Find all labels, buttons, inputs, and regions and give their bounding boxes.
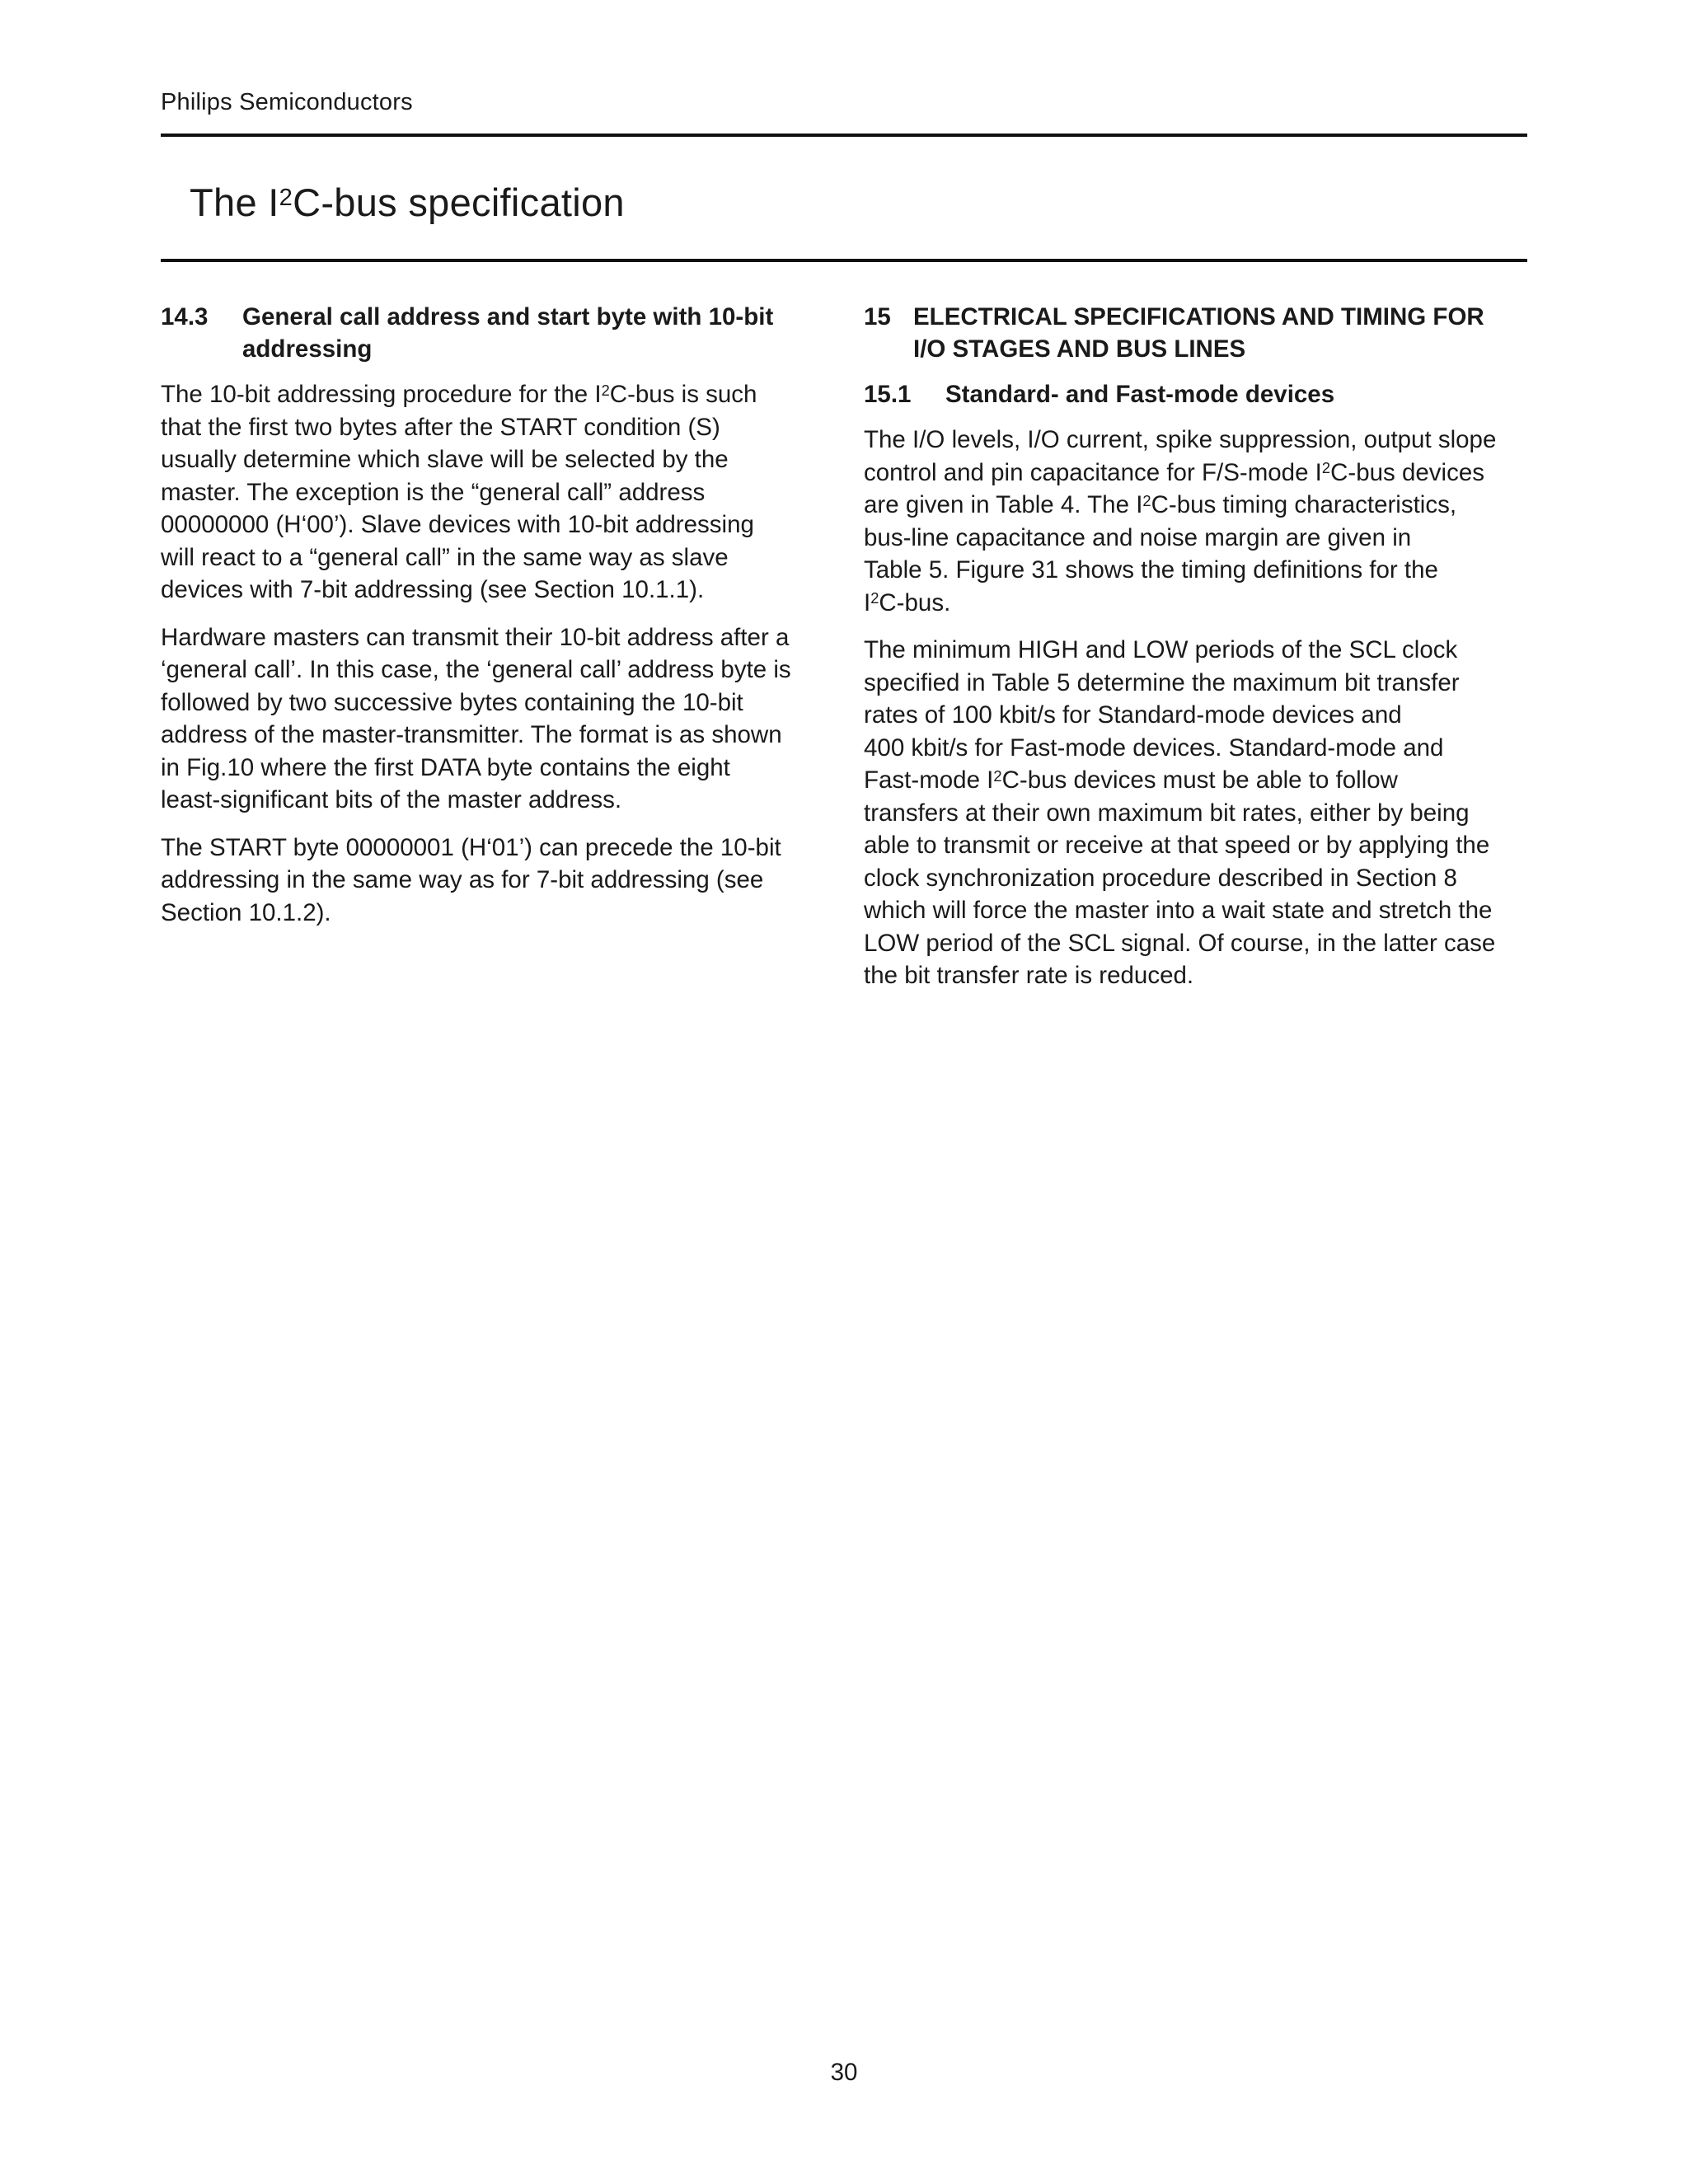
text-line: rates of 100 kbit/s for Standard-mode devices and	[864, 701, 1402, 729]
text-line: bus-line capacitance and noise margin are given in	[864, 523, 1412, 551]
paragraph	[161, 378, 820, 607]
text-line: followed by two successive bytes containing the 10-bit	[161, 688, 743, 716]
text-line: will react to a “general call” in the same way as slave	[161, 543, 729, 571]
left-column	[161, 301, 820, 944]
section-number: 14.3	[161, 303, 209, 330]
text-line: the bit transfer rate is reduced.	[864, 962, 1194, 989]
text-line: master. The exception is the “general call” address	[161, 478, 706, 506]
text-line: ‘general call’. In this case, the ‘general call’ address byte is	[161, 656, 791, 683]
text-line: LOW period of the SCL signal. Of course, in the latter case	[864, 929, 1496, 957]
text-line: which will force the master into a wait state and stretch the	[864, 897, 1493, 924]
text-line: Hardware masters can transmit their 10-bit address after a	[161, 623, 790, 651]
text-line: The I/O levels, I/O current, spike suppression, output slope	[864, 426, 1497, 453]
paragraph	[864, 634, 1523, 992]
text-line: devices with 7-bit addressing (see Section 10.1.1).	[161, 576, 705, 603]
section-15-heading	[864, 301, 1523, 365]
text-line: transfers at their own maximum bit rates, either by being	[864, 799, 1470, 827]
text-line: able to transmit or receive at that speed or by applying the	[864, 832, 1490, 859]
section-title: General call address and start byte with 10-bit addressing	[242, 303, 774, 363]
text-line: Table 5. Figure 31 shows the timing definitions for the	[864, 556, 1438, 583]
section-number: 15	[864, 303, 891, 330]
text-line: that the first two bytes after the START condition (S)	[161, 413, 720, 441]
text-line: clock synchronization procedure described in Section 8	[864, 864, 1457, 892]
document-title: The $I^2C$-bus specification	[190, 180, 625, 224]
text-line: are given in Table 4. The $I^2C$-bus timing characteristics,	[864, 491, 1457, 518]
section-title: Standard- and Fast-mode devices	[945, 381, 1335, 408]
right-column	[864, 301, 1523, 1007]
page-number: 30	[830, 2059, 858, 2086]
paragraph	[161, 832, 820, 930]
text-line: address of the master-transmitter. The format is as shown	[161, 721, 782, 748]
company-name: Philips Semiconductors	[161, 89, 413, 115]
text-line: least-significant bits of the master address.	[161, 786, 622, 813]
paragraph	[161, 621, 820, 817]
text-line: in Fig.10 where the first DATA byte contains the eight	[161, 753, 730, 781]
header-rule-bottom	[161, 259, 1527, 262]
text-line: $I^2C$-bus.	[864, 588, 951, 616]
text-line: 00000000 (H‘00’). Slave devices with 10-bit addressing	[161, 511, 754, 538]
text-line: control and pin capacitance for F/S-mode $I^2C$-bus devices	[864, 458, 1484, 486]
text-line: 400 kbit/s for Fast-mode devices. Standard-mode and	[864, 733, 1444, 762]
section-number: 15.1	[864, 381, 912, 408]
text-line: The minimum HIGH and LOW periods of the SCL clock	[864, 636, 1458, 663]
text-line: usually determine which slave will be selected by the	[161, 446, 729, 473]
paragraph	[864, 424, 1523, 619]
text-line: specified in Table 5 determine the maximum bit transfer	[864, 668, 1460, 696]
text-line: addressing in the same way as for 7-bit addressing (see	[161, 866, 764, 893]
text-line: The START byte 00000001 (H‘01’) can precede the 10-bit	[161, 833, 781, 861]
text-line: Fast-mode $I^2C$-bus devices must be able to follow	[864, 766, 1398, 794]
section-title: ELECTRICAL SPECIFICATIONS AND TIMING FOR I/O STAGES AND BUS LINES	[913, 303, 1484, 363]
text-line: The 10-bit addressing procedure for the $I^2C$-bus is such	[161, 381, 757, 408]
section-15-1-heading	[864, 378, 1523, 410]
header-rule-top	[161, 134, 1527, 137]
section-14-3-heading	[161, 301, 820, 365]
text-line: Section 10.1.2).	[161, 898, 331, 926]
